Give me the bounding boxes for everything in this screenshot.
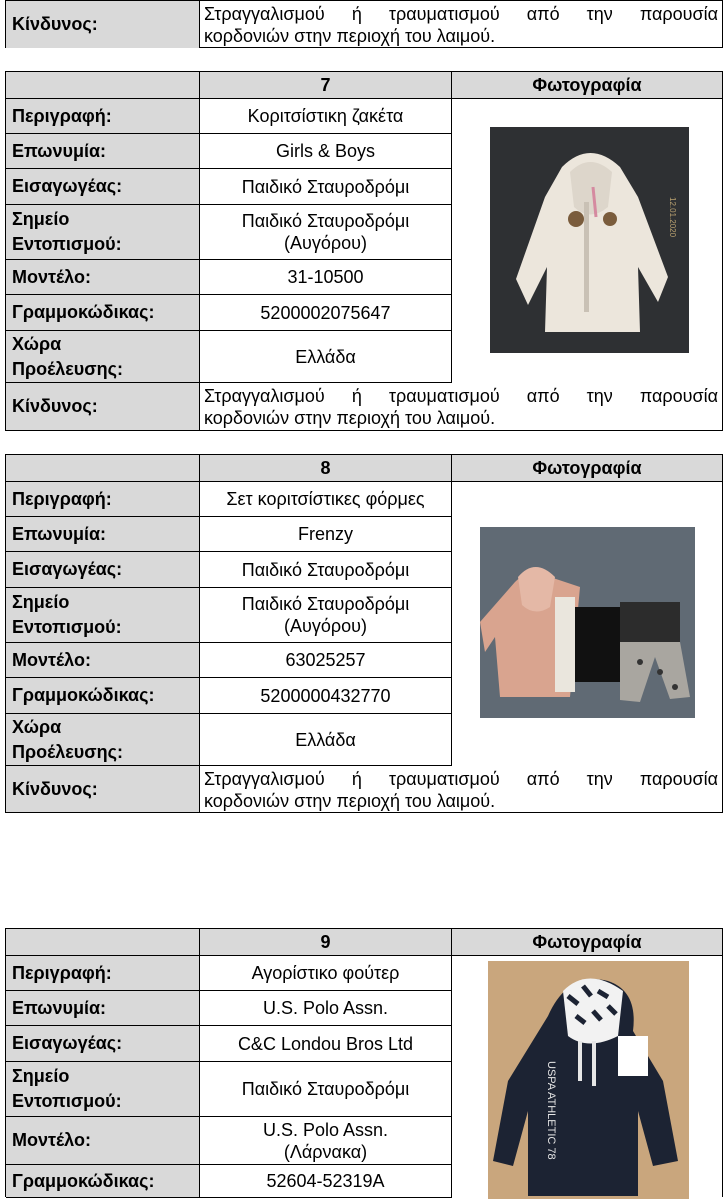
brand-value: Frenzy [200, 517, 452, 551]
photo-header: Φωτογραφία [452, 455, 722, 481]
model-value: 31-10500 [200, 260, 452, 294]
brand-value: U.S. Polo Assn. [200, 991, 452, 1025]
danger-line-2: κορδονιών στην περιοχή του λαιμού. [204, 26, 496, 46]
barcode-label: Γραμμοκώδικας: [6, 678, 200, 713]
danger-line-1: Στραγγαλισμού ή τραυματισμού από την παρουσία [204, 769, 718, 789]
location-value-line-1: Παιδικό Σταυροδρόμι [241, 211, 410, 231]
origin-label-line-2: Προέλευσης: [12, 358, 123, 379]
danger-line-1: Στραγγαλισμού ή τραυματισμού από την παρουσία [204, 386, 718, 406]
pink-tracksuit-set-photo [480, 527, 695, 718]
header-blank [6, 72, 200, 98]
location-label-line-1: Σημείο [12, 592, 70, 612]
location-label-line-2: Εντοπισμού: [12, 1091, 122, 1111]
product-number: 9 [200, 929, 452, 955]
barcode-value: 5200002075647 [200, 295, 452, 330]
navy-boys-hoodie-photo [488, 961, 689, 1199]
header-blank [6, 929, 200, 955]
product-number: 7 [200, 72, 452, 98]
model-label: Μοντέλο: [6, 643, 200, 677]
danger-row [6, 765, 722, 812]
danger-value [200, 383, 722, 430]
model-value-line-1: U.S. Polo Assn. [262, 1119, 389, 1140]
model-value [200, 1117, 452, 1164]
barcode-value: 52604-52319A [200, 1165, 452, 1197]
location-value-line-1: Παιδικό Σταυροδρόμι [241, 594, 410, 614]
origin-label [6, 331, 200, 382]
origin-value: Ελλάδα [200, 714, 452, 765]
importer-value: Παιδικό Σταυροδρόμι [200, 169, 452, 204]
danger-row [6, 382, 722, 430]
header-row [6, 72, 722, 98]
location-label [6, 588, 200, 642]
importer-label: Εισαγωγέας: [6, 552, 200, 587]
product-table-7 [5, 71, 723, 431]
location-label-line-2: Εντοπισμού: [12, 617, 122, 637]
location-label-line-1: Σημείο [12, 1066, 70, 1086]
danger-line-2: κορδονιών στην περιοχή του λαιμού. [204, 791, 496, 811]
top-danger-block [5, 0, 723, 48]
barcode-value: 5200000432770 [200, 678, 452, 713]
product-table-8 [5, 454, 723, 813]
danger-row [6, 1, 722, 48]
origin-label-line-1: Χώρα [12, 716, 62, 737]
description-value: Κοριτσίστικη ζακέτα [200, 99, 452, 133]
danger-label: Κίνδυνος: [6, 766, 200, 812]
location-value: Παιδικό Σταυροδρόμι [200, 1062, 452, 1116]
origin-value: Ελλάδα [200, 331, 452, 382]
importer-value: Παιδικό Σταυροδρόμι [200, 552, 452, 587]
svg-text:12.01.2020: 12.01.2020 [668, 197, 677, 238]
photo-cell [452, 481, 722, 766]
importer-label: Εισαγωγέας: [6, 1026, 200, 1061]
product-table-9 [5, 928, 723, 1197]
model-label: Μοντέλο: [6, 1117, 200, 1164]
description-value: Αγορίστικο φούτερ [200, 956, 452, 990]
header-row [6, 455, 722, 481]
danger-line-1: Στραγγαλισμού ή τραυματισμού από την παρουσία [204, 4, 718, 24]
description-label: Περιγραφή: [6, 482, 200, 516]
photo-cell [452, 98, 722, 383]
photo-header: Φωτογραφία [452, 72, 722, 98]
description-value: Σετ κοριτσίστικες φόρμες [200, 482, 452, 516]
brand-label: Επωνυμία: [6, 991, 200, 1025]
location-label-line-1: Σημείο [12, 209, 70, 229]
origin-label-line-2: Προέλευσης: [12, 741, 123, 762]
model-value-line-2: (Λάρνακα) [283, 1141, 368, 1162]
header-blank [6, 455, 200, 481]
importer-value: C&C Londou Bros Ltd [200, 1026, 452, 1061]
location-value [200, 205, 452, 259]
location-value [200, 588, 452, 642]
origin-label-line-1: Χώρα [12, 333, 62, 354]
barcode-label: Γραμμοκώδικας: [6, 1165, 200, 1197]
model-label: Μοντέλο: [6, 260, 200, 294]
location-label [6, 205, 200, 259]
barcode-label: Γραμμοκώδικας: [6, 295, 200, 330]
photo-header: Φωτογραφία [452, 929, 722, 955]
brand-value: Girls & Boys [200, 134, 452, 168]
photo-cell [452, 955, 722, 1199]
description-label: Περιγραφή: [6, 99, 200, 133]
model-value: 63025257 [200, 643, 452, 677]
brand-label: Επωνυμία: [6, 517, 200, 551]
danger-value [200, 1, 722, 48]
product-number: 8 [200, 455, 452, 481]
danger-line-2: κορδονιών στην περιοχή του λαιμού. [204, 408, 496, 428]
brand-label: Επωνυμία: [6, 134, 200, 168]
danger-label: Κίνδυνος: [6, 383, 200, 430]
location-label-line-2: Εντοπισμού: [12, 234, 122, 254]
header-row [6, 929, 722, 955]
description-label: Περιγραφή: [6, 956, 200, 990]
danger-value [200, 766, 722, 812]
origin-label [6, 714, 200, 765]
importer-label: Εισαγωγέας: [6, 169, 200, 204]
location-value-line-2: (Αυγόρου) [284, 233, 367, 253]
location-label [6, 1062, 200, 1116]
location-value-line-2: (Αυγόρου) [284, 616, 367, 636]
danger-label: Κίνδυνος: [6, 1, 200, 48]
svg-text:USPA ATHLETIC 78: USPA ATHLETIC 78 [545, 1061, 557, 1160]
white-girls-cardigan-photo [490, 127, 689, 353]
